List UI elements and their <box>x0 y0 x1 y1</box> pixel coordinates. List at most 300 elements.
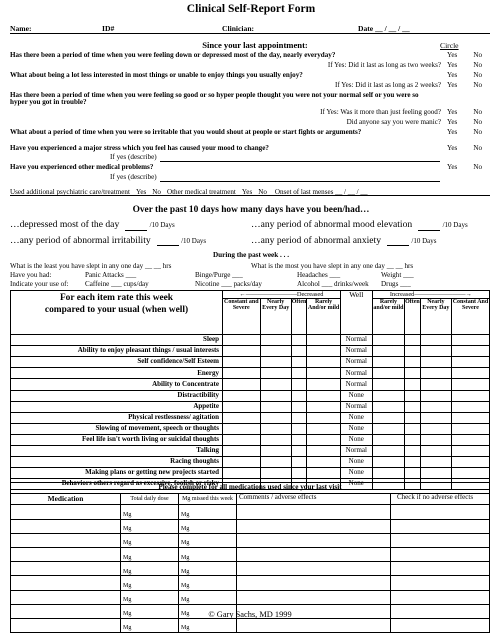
rating-cell[interactable] <box>223 423 261 434</box>
med-missed-cell[interactable] <box>179 590 237 604</box>
rating-cell[interactable] <box>405 401 421 412</box>
rating-cell[interactable] <box>420 368 451 379</box>
med-row <box>11 505 490 519</box>
days-suffix: /10 Days <box>181 236 207 245</box>
rating-row <box>11 423 490 434</box>
rating-cell[interactable] <box>372 445 404 456</box>
medical-describe <box>10 174 492 182</box>
rating-cell[interactable] <box>291 357 307 368</box>
rating-cell[interactable] <box>451 335 489 346</box>
question-text: What about a period of time when you were so irritable that you would shout at people or start fights or arguments? <box>10 127 362 136</box>
rating-cell[interactable] <box>307 401 340 412</box>
no-option[interactable]: No <box>473 127 482 136</box>
rating-item-label: Appetite <box>11 401 223 412</box>
med-dose-cell[interactable] <box>121 533 179 547</box>
mg-unit: Mg <box>181 625 190 632</box>
no-option[interactable]: No <box>473 163 482 172</box>
rating-cell[interactable] <box>420 335 451 346</box>
rating-cell[interactable] <box>420 379 451 390</box>
followup-2 <box>10 82 492 90</box>
rating-row <box>11 468 490 479</box>
indicate-label: Indicate your use of: <box>10 279 69 288</box>
rating-row <box>11 445 490 456</box>
rating-cell[interactable] <box>420 423 451 434</box>
rating-cell[interactable] <box>307 390 340 401</box>
rating-item-label: Racing thoughts <box>11 457 223 468</box>
rating-cell[interactable] <box>291 379 307 390</box>
rating-cell[interactable] <box>372 357 404 368</box>
med-row <box>11 618 490 632</box>
col-header: Constant and Severe <box>223 299 261 335</box>
stress-question <box>10 145 492 153</box>
med-check-cell[interactable] <box>391 533 490 547</box>
past10-item: …any period of abnormal irritability <box>10 234 151 246</box>
yes-option[interactable]: Yes <box>447 71 458 80</box>
rating-cell[interactable] <box>372 379 404 390</box>
followup-text: Did anyone say you were manic? <box>346 118 441 127</box>
mg-unit: Mg <box>123 540 132 547</box>
had-row <box>10 272 492 280</box>
rating-cell[interactable] <box>291 434 307 445</box>
mg-unit: Mg <box>123 611 132 618</box>
col-header: Rarely and/or mild <box>372 299 404 335</box>
col-header: Nearly Every Day <box>420 299 451 335</box>
rating-cell[interactable] <box>451 379 489 390</box>
rating-cell[interactable] <box>405 379 421 390</box>
med-name-cell[interactable] <box>11 519 121 533</box>
rating-cell[interactable] <box>223 357 261 368</box>
rating-cell[interactable] <box>223 457 261 468</box>
rating-cell[interactable] <box>260 346 291 357</box>
rating-cell[interactable] <box>451 401 489 412</box>
yes-option[interactable]: Yes <box>447 143 458 152</box>
med-dose-cell[interactable] <box>121 505 179 519</box>
sleep-row <box>10 263 492 271</box>
no-option[interactable]: No <box>152 188 161 197</box>
rating-cell[interactable] <box>307 412 340 423</box>
followup-text: If Yes: Did it last as long as 2 weeks? <box>334 80 441 89</box>
rating-cell[interactable] <box>291 368 307 379</box>
describe-line[interactable] <box>160 154 440 162</box>
rating-cell[interactable] <box>260 423 291 434</box>
copyright: © Gary Sachs, MD 1999 <box>208 610 292 619</box>
mg-unit: Mg <box>181 582 190 589</box>
mg-unit: Mg <box>181 568 190 575</box>
yes-option[interactable]: Yes <box>447 163 458 172</box>
rating-cell[interactable] <box>260 390 291 401</box>
decreased-label: ←————————Decreased <box>223 291 341 299</box>
med-name-cell[interactable] <box>11 562 121 576</box>
med-name-cell[interactable] <box>11 533 121 547</box>
rating-cell[interactable] <box>307 423 340 434</box>
rating-item-label: Talking <box>11 445 223 456</box>
med-name-cell[interactable] <box>11 590 121 604</box>
rating-row <box>11 434 490 445</box>
days-suffix: /10 Days <box>149 221 175 230</box>
med-row <box>11 533 490 547</box>
rating-cell[interactable] <box>223 401 261 412</box>
med-dose-cell[interactable] <box>121 547 179 561</box>
rating-cell[interactable] <box>420 390 451 401</box>
rating-cell[interactable] <box>405 457 421 468</box>
rating-cell[interactable] <box>451 468 489 479</box>
med-check-cell[interactable] <box>391 505 490 519</box>
med-missed-cell[interactable] <box>179 562 237 576</box>
question-4 <box>10 129 492 137</box>
rating-cell[interactable] <box>372 346 404 357</box>
mg-unit: Mg <box>123 625 132 632</box>
rating-cell[interactable] <box>372 457 404 468</box>
med-row <box>11 562 490 576</box>
med-missed-cell[interactable] <box>179 519 237 533</box>
days-blank[interactable] <box>157 238 179 246</box>
rating-item-label: Sleep <box>11 335 223 346</box>
days-blank[interactable] <box>387 238 409 246</box>
med-name-cell[interactable] <box>11 618 121 632</box>
rating-cell[interactable] <box>451 346 489 357</box>
mg-unit: Mg <box>181 526 190 533</box>
days-blank[interactable] <box>418 223 440 231</box>
rating-cell[interactable] <box>307 379 340 390</box>
med-comments-cell[interactable] <box>237 618 391 632</box>
yes-option[interactable]: Yes <box>241 188 253 197</box>
rating-cell[interactable] <box>372 335 404 346</box>
most-slept: What is the most you have slept in any one day __ __ hrs <box>251 262 414 271</box>
med-dose-cell[interactable] <box>121 590 179 604</box>
med-missed-cell[interactable] <box>179 533 237 547</box>
rating-row <box>11 390 490 401</box>
mg-unit: Mg <box>123 554 132 561</box>
rating-cell[interactable] <box>451 357 489 368</box>
rating-cell[interactable] <box>372 401 404 412</box>
med-comments-cell[interactable] <box>237 547 391 561</box>
header-row <box>10 25 492 33</box>
no-option[interactable]: No <box>473 71 482 80</box>
have-you-had-label: Have you had: <box>10 271 52 280</box>
rating-cell[interactable] <box>307 335 340 346</box>
rating-cell[interactable] <box>291 346 307 357</box>
question-text: Have you experienced a major stress which you feel has caused your mood to change? <box>10 143 269 152</box>
rating-cell[interactable] <box>223 390 261 401</box>
rating-cell[interactable] <box>405 412 421 423</box>
name-label: Name: <box>10 23 32 33</box>
rating-cell[interactable] <box>260 357 291 368</box>
med-row <box>11 519 490 533</box>
mg-unit: Mg <box>123 526 132 533</box>
rating-cell[interactable] <box>307 457 340 468</box>
question-text: Has there been a period of time when you were feeling so good or so hyper people thought you were not your normal self or you were so hyper you got in trouble? <box>10 90 419 107</box>
rating-well-cell: None <box>340 423 372 434</box>
followup-3b <box>10 119 492 127</box>
med-col-total: Total daily dose <box>121 494 179 505</box>
med-comments-cell[interactable] <box>237 562 391 576</box>
med-row <box>11 590 490 604</box>
med-missed-cell[interactable] <box>179 547 237 561</box>
mg-unit: Mg <box>181 554 190 561</box>
rating-row <box>11 379 490 390</box>
med-dose-cell[interactable] <box>121 562 179 576</box>
rating-item-label: Physical restlessness/ agitation <box>11 412 223 423</box>
rating-cell[interactable] <box>260 445 291 456</box>
rating-title-line1: For each item rate this week <box>59 293 174 303</box>
col-header: Rarely And/or mild <box>307 299 340 335</box>
days-blank[interactable] <box>125 223 147 231</box>
rating-cell[interactable] <box>405 346 421 357</box>
rating-well-cell: Normal <box>340 335 372 346</box>
rating-well-cell: Normal <box>340 368 372 379</box>
past10-item: …depressed most of the day <box>10 219 120 231</box>
rating-item-label: Ability to Concentrate <box>11 379 223 390</box>
rating-well-cell: None <box>340 412 372 423</box>
rating-cell[interactable] <box>223 468 261 479</box>
med-check-cell[interactable] <box>391 618 490 632</box>
rating-cell[interactable] <box>307 434 340 445</box>
col-header: Often <box>405 299 421 335</box>
rating-cell[interactable] <box>451 434 489 445</box>
med-check-cell[interactable] <box>391 547 490 561</box>
rating-cell[interactable] <box>405 390 421 401</box>
rating-cell[interactable] <box>260 468 291 479</box>
col-header: Constant And Severe <box>451 299 489 335</box>
rating-cell[interactable] <box>223 335 261 346</box>
rating-cell[interactable] <box>420 346 451 357</box>
rating-cell[interactable] <box>291 457 307 468</box>
caffeine: Caffeine ___ cups/day <box>85 279 149 288</box>
followup-3a <box>10 109 492 117</box>
date-label: Date __ / __ / __ <box>358 23 410 33</box>
rating-cell[interactable] <box>291 468 307 479</box>
no-option[interactable]: No <box>473 80 482 89</box>
circle-label: Circle <box>440 40 459 50</box>
use-row <box>10 281 492 289</box>
rating-cell[interactable] <box>451 457 489 468</box>
stress-describe <box>10 154 492 162</box>
rating-title-line2: compared to your usual (when well) <box>44 304 189 315</box>
med-missed-cell[interactable] <box>179 618 237 632</box>
rating-cell[interactable] <box>372 434 404 445</box>
rating-cell[interactable] <box>260 368 291 379</box>
med-row <box>11 576 490 590</box>
other-treatment-label: Other medical treatment <box>166 188 236 197</box>
rating-cell[interactable] <box>223 346 261 357</box>
question-text: Have you experienced other medical problems? <box>10 163 154 172</box>
rating-cell[interactable] <box>372 368 404 379</box>
rating-cell[interactable] <box>307 468 340 479</box>
med-name-cell[interactable] <box>11 576 121 590</box>
med-dose-cell[interactable] <box>121 618 179 632</box>
rating-cell[interactable] <box>291 412 307 423</box>
med-missed-cell[interactable] <box>179 505 237 519</box>
med-check-cell[interactable] <box>391 576 490 590</box>
rating-cell[interactable] <box>420 468 451 479</box>
yes-option[interactable]: Yes <box>447 108 458 117</box>
rating-cell[interactable] <box>291 335 307 346</box>
med-dose-cell[interactable] <box>121 519 179 533</box>
rating-cell[interactable] <box>291 390 307 401</box>
rating-cell[interactable] <box>451 412 489 423</box>
rating-cell[interactable] <box>260 434 291 445</box>
med-header-row <box>11 494 490 505</box>
no-option[interactable]: No <box>473 61 482 70</box>
past-week-title: During the past week . . . <box>212 251 290 260</box>
yes-option[interactable]: Yes <box>447 80 458 89</box>
rating-cell[interactable] <box>372 390 404 401</box>
no-option[interactable]: No <box>473 118 482 127</box>
rating-cell[interactable] <box>307 346 340 357</box>
rating-cell[interactable] <box>260 401 291 412</box>
least-slept: What is the least you have slept in any one day __ __ hrs <box>10 262 172 271</box>
mg-unit: Mg <box>181 597 190 604</box>
rating-item-label: Feel life isn't worth living or suicidal thoughts <box>11 434 223 445</box>
mg-unit: Mg <box>123 511 132 518</box>
rating-item-label: Slowing of movement, speech or thoughts <box>11 423 223 434</box>
yes-option[interactable]: Yes <box>447 51 458 60</box>
rating-cell[interactable] <box>420 434 451 445</box>
rating-cell[interactable] <box>451 390 489 401</box>
id-label: ID# <box>102 23 115 33</box>
section-rule <box>10 195 490 196</box>
binge-purge: Binge/Purge ___ <box>195 271 243 280</box>
rating-cell[interactable] <box>451 368 489 379</box>
rating-row <box>11 368 490 379</box>
rating-cell[interactable] <box>307 445 340 456</box>
rating-cell[interactable] <box>260 457 291 468</box>
rating-cell[interactable] <box>405 368 421 379</box>
rating-cell[interactable] <box>372 468 404 479</box>
question-3 <box>10 92 492 108</box>
menses-label: Onset of last menses __ / __ / __ <box>274 188 368 197</box>
med-title-row <box>11 483 490 494</box>
rating-row <box>11 457 490 468</box>
no-option[interactable]: No <box>473 108 482 117</box>
med-comments-cell[interactable] <box>237 576 391 590</box>
mg-unit: Mg <box>181 540 190 547</box>
rating-cell[interactable] <box>420 412 451 423</box>
psych-care-label: Used additional psychiatric care/treatment <box>10 188 130 197</box>
rating-header-top <box>11 291 490 299</box>
rating-cell[interactable] <box>223 412 261 423</box>
rating-cell[interactable] <box>372 412 404 423</box>
no-option[interactable]: No <box>473 143 482 152</box>
med-comments-cell[interactable] <box>237 505 391 519</box>
yes-option[interactable]: Yes <box>447 127 458 136</box>
med-row <box>11 547 490 561</box>
med-check-cell[interactable] <box>391 519 490 533</box>
rating-cell[interactable] <box>372 423 404 434</box>
past10-item: …any period of abnormal mood elevation <box>251 219 413 231</box>
med-dose-cell[interactable] <box>121 576 179 590</box>
rating-cell[interactable] <box>223 379 261 390</box>
rating-cell[interactable] <box>291 401 307 412</box>
describe-label: If yes (describe) <box>110 153 157 162</box>
drugs: Drugs ___ <box>381 279 411 288</box>
med-name-cell[interactable] <box>11 505 121 519</box>
rating-cell[interactable] <box>420 401 451 412</box>
yes-option[interactable]: Yes <box>447 61 458 70</box>
rating-item-label: Distractibility <box>11 390 223 401</box>
alcohol: Alcohol ___ drinks/week <box>297 279 369 288</box>
rating-cell[interactable] <box>420 357 451 368</box>
rating-cell[interactable] <box>405 335 421 346</box>
rating-cell[interactable] <box>223 368 261 379</box>
describe-line[interactable] <box>160 174 440 182</box>
rating-cell[interactable] <box>260 335 291 346</box>
rating-cell[interactable] <box>405 423 421 434</box>
nicotine: Nicotine ___ packs/day <box>195 279 262 288</box>
mg-unit: Mg <box>123 582 132 589</box>
rating-cell[interactable] <box>307 368 340 379</box>
rating-cell[interactable] <box>223 434 261 445</box>
panic-attacks: Panic Attacks ___ <box>85 271 137 280</box>
rating-cell[interactable] <box>291 423 307 434</box>
mg-unit: Mg <box>181 611 190 618</box>
med-missed-cell[interactable] <box>179 576 237 590</box>
rating-body <box>11 335 490 490</box>
rating-title <box>11 291 223 335</box>
rating-row <box>11 401 490 412</box>
rating-item-label: Self confidence/Self Esteem <box>11 357 223 368</box>
col-header: Often <box>291 299 307 335</box>
rating-cell[interactable] <box>405 434 421 445</box>
med-comments-cell[interactable] <box>237 590 391 604</box>
past10-title: Over the past 10 days how many days have you been/had… <box>132 205 370 215</box>
rating-cell[interactable] <box>451 445 489 456</box>
med-check-cell[interactable] <box>391 590 490 604</box>
rating-well-cell: None <box>340 468 372 479</box>
rating-table <box>10 290 490 490</box>
headaches: Headaches ___ <box>297 271 341 280</box>
rating-well-cell: Normal <box>340 445 372 456</box>
no-option[interactable]: No <box>258 188 267 197</box>
rating-well-cell: Normal <box>340 379 372 390</box>
col-header: Nearly Every Day <box>260 299 291 335</box>
yes-option[interactable]: Yes <box>135 188 147 197</box>
med-check-cell[interactable] <box>391 562 490 576</box>
past10-row-1 <box>10 220 492 231</box>
rating-well-cell: None <box>340 457 372 468</box>
rating-well-cell: None <box>340 479 372 490</box>
past10-row-2 <box>10 236 492 247</box>
well-label: Well <box>340 291 372 335</box>
med-comments-cell[interactable] <box>237 519 391 533</box>
rating-row <box>11 335 490 346</box>
rating-cell[interactable] <box>420 457 451 468</box>
rating-cell[interactable] <box>451 423 489 434</box>
med-comments-cell[interactable] <box>237 533 391 547</box>
rating-cell[interactable] <box>260 412 291 423</box>
yes-option[interactable]: Yes <box>447 118 458 127</box>
rating-cell[interactable] <box>260 379 291 390</box>
since-last-heading: Since your last appointment: <box>202 39 308 50</box>
form-title: Clinical Self-Report Form <box>186 3 316 15</box>
rating-item-label: Ability to enjoy pleasant things / usual interests <box>11 346 223 357</box>
rating-cell[interactable] <box>223 445 261 456</box>
rating-cell[interactable] <box>405 468 421 479</box>
rating-cell[interactable] <box>420 445 451 456</box>
rating-cell[interactable] <box>307 357 340 368</box>
question-1 <box>10 52 492 60</box>
med-col-medication: Medication <box>11 494 121 505</box>
rating-cell[interactable] <box>405 357 421 368</box>
rating-well-cell: None <box>340 390 372 401</box>
question-2 <box>10 72 492 80</box>
med-title: Please complete for all medications used since your last visit <box>11 483 490 494</box>
med-name-cell[interactable] <box>11 547 121 561</box>
rating-cell[interactable] <box>291 445 307 456</box>
no-option[interactable]: No <box>473 51 482 60</box>
rating-row <box>11 412 490 423</box>
rating-cell[interactable] <box>405 445 421 456</box>
